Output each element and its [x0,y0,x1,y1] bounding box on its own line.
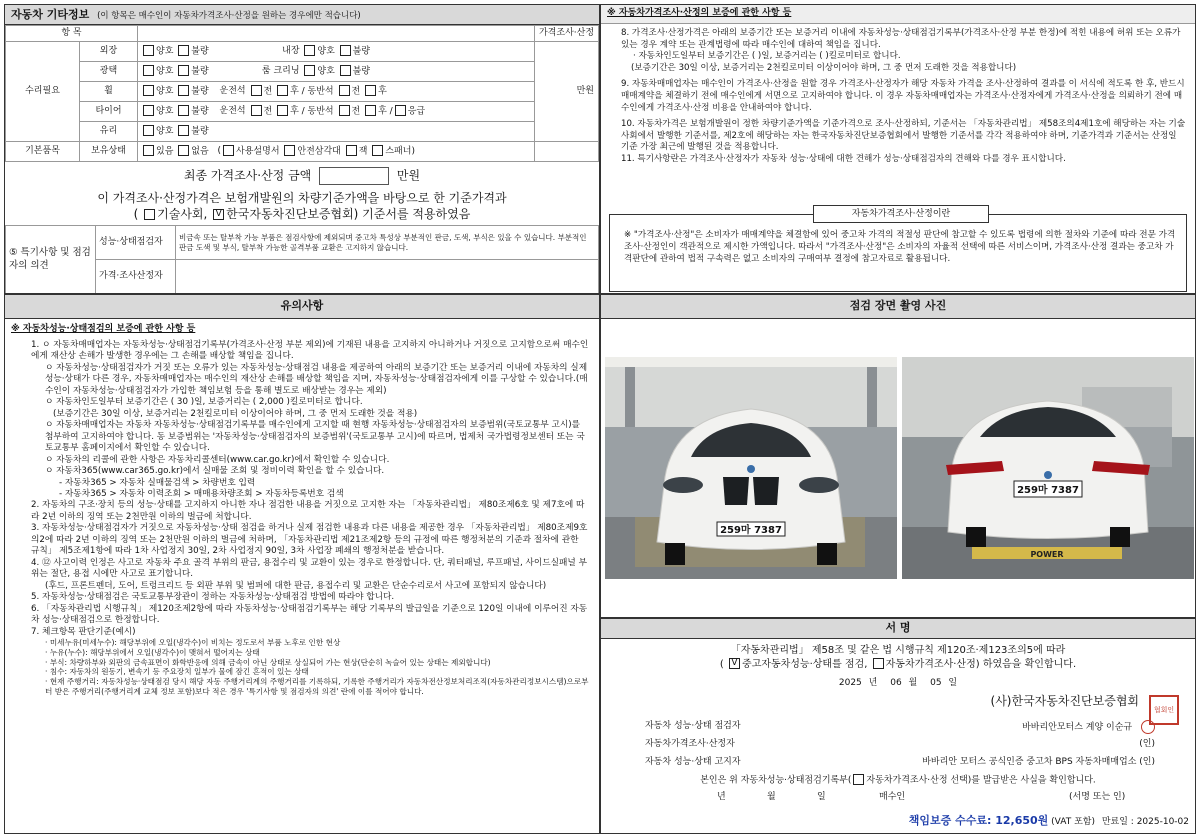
option-label: 후 [290,106,299,117]
checkbox[interactable] [340,65,351,76]
signer-row-3 [601,754,1195,772]
checkbox[interactable] [873,658,884,669]
notes-subtitle: ※ 자동차성능·상태점검의 보증에 관한 사항 등 [11,324,196,334]
note-7e: · 현재 주행거리: 자동차성능·상태점검 당시 해당 자동 주행거리계의 주행거리를 기록하되, 기록한 주행거리가 자동차전산정보처리조직(자동차관리정보시스템)으로부터 받은 주행거리(주행거리계 교체 정보 포함)보다 적은 경우 '특기사항 및 점검자의 의견' 란에 이를 적어야 합니다. [45,677,589,696]
option-label: 응급 [407,106,426,117]
option-label: 운전석 [219,86,246,97]
note-1e: ㅇ 자동차매매업자는 자동차 자동차성능·상태점검기록부를 매수인에게 고지할 때 현행 자동차성능·상태점검자의 보증범위(국토교통부 고시)를 첨부하여 고지하여야 합니다. 동 보증범위는 '자동차성능·상태점검자의 보증범위'(국토교통부 고시)에 따르며, 법제처 국가법령정보센터 또는 국토교통부 홈페이지에서 확인할 수 있습니다. [45,420,585,454]
vehicle-other-info-panel [4,4,600,294]
note-1f: ㅇ 자동차의 리콜에 관한 사항은 자동차리콜센터(www.car.go.kr)에서 확인할 수 있습니다. [45,454,390,465]
checkbox[interactable] [251,85,262,96]
checkbox[interactable] [251,105,262,116]
checkbox[interactable] [284,145,295,156]
repair-table [5,25,599,162]
note-7: 7. 체크항목 판단기준(예시) [31,626,136,637]
checkbox[interactable] [143,125,154,136]
option-label: 불량 [191,86,209,97]
basic-status-label: 보유상태 [80,142,138,162]
signer-name-2: (인) [1139,738,1155,749]
signer-row-1 [601,718,1195,736]
checkbox[interactable] [339,105,350,116]
confirm-text-b: 자동차가격조사·산정 선택)를 발급받은 사실을 확인합니다. [866,775,1096,786]
option-label: 후 [378,86,387,97]
notes-body [5,338,599,697]
option-label: 전 [263,86,273,97]
buyer-sign: (서명 또는 인) [1069,791,1126,802]
checkbox-checked[interactable]: V [213,209,224,220]
option-label: 잭 [358,146,368,157]
option-label: 양호 [317,66,335,77]
row-room-label: 룸 크리닝 [261,66,300,77]
final-amount-unit: 만원 [396,168,421,183]
option-label: 없음 [191,146,209,157]
signer-role-3: 자동차 성능·상태 고지자 [645,756,741,767]
row-interior-label: 내장 [282,46,300,57]
association-row [601,694,1195,712]
price-checker-note [176,260,599,294]
buyer-label: 매수인 [879,791,906,802]
option-label: 불량 [352,66,371,77]
final-amount-input[interactable] [319,167,389,185]
row-gloss-label: 광택 [80,62,138,82]
note-1i: - 자동차365 > 자동차 이력조회 > 매매용차량조회 > 자동차등록번호 검색 [59,488,344,499]
row-wheel-label: 휠 [80,82,138,102]
note-1d: (보증기간은 30일 이상, 보증거리는 2천킬로미터 이상이어야 하며, 그 중 먼저 도래한 것을 적용) [53,408,418,419]
note-4b: (후드, 프론트펜더, 도어, 트렁크리드 등 외판 부위 및 범퍼에 대한 판금, 용접수리 및 교환은 단순수리로서 사고에 포함되지 않습니다) [45,580,547,591]
item-11: 11. 특기사항란은 가격조사·산정자가 자동차 성능·상태에 대한 견해가 성능·상태점검자의 견해와 다를 경우 표시합니다. [621,154,1066,165]
car-front-photo [605,357,897,579]
checkbox[interactable] [853,774,864,785]
checkbox[interactable] [304,45,315,56]
perf-checker-label: 성능·상태점검자 [96,226,176,260]
checkbox[interactable] [365,85,376,96]
special-label: ⑤ 특기사항 및 점검자의 의견 [6,226,96,294]
checkbox[interactable] [365,105,376,116]
special-notes-table [5,225,599,294]
item-10: 10. 자동차가격은 보험개발원이 정한 차량기준가액을 기준가격으로 조사·산정하되, 기준서는 「자동차관리법」 제58조의4제1호에 해당하는 자는 기술사회에서 발행한 기준서를, 제2호에 해당하는 자는 한국자동차진단보증협회에서 발행한 기준서를 각각 적용하여야 하며, 기준가격과 기준서는 산정일 기준 가장 최근에 발행된 것을 적용합니다. [621,118,1186,153]
option-label: 전 [263,106,273,117]
sign-date [601,678,1195,690]
buyer-confirm [601,774,1195,787]
date-year: 2025 년 [838,678,878,688]
option-label: 양호 [156,86,174,97]
plate-rear: 259마 7387 [1017,485,1079,496]
basis-line-1: 이 가격조사·산정가격은 보험개발원의 차량기준가액을 바탕으로 한 기준가격과 [97,191,507,205]
law-text-2: ( V 중고자동차성능·상태를 점검, 자동차가격조사·산정) 하였음을 확인합니다. [719,658,1077,670]
checkbox[interactable] [143,85,154,96]
header-title: 자동차 기타정보 [11,8,90,21]
checkbox[interactable] [395,105,406,116]
perf-checker-note: 비금속 또는 탈부착 가능 부품은 점검사항에 제외되며 중고차 특성상 부분적인 판금, 도색, 부식은 있을 수 있습니다. 부분적인 판금 도색 및 부식, 탈부착 가능한 골격부품 교환은 고지하지 않습니다. [176,226,599,260]
price-guarantee-title: ※ 자동차가격조사·산정의 보증에 관한 사항 등 [601,5,1195,24]
checkbox[interactable] [178,45,189,56]
checkbox[interactable] [277,105,288,116]
row-glass-options [138,122,535,142]
note-7-details [31,638,589,696]
option-label: 불량 [191,106,209,117]
signature-panel [600,618,1196,834]
checkbox[interactable] [277,85,288,96]
item-8c: (보증기간은 30일 이상, 보증거리는 2천킬로미터 이상이어야 하며, 그 중 먼저 도래한 것을 적용합니다) [631,63,1017,74]
option-label: 불량 [191,66,209,77]
fee-amount: 책임보증 수수료: 12,650원 [908,814,1049,828]
note-6: 6. 「자동차관리법 시행규칙」 제120조제2항에 따라 자동차성능·상태점검기록부는 해당 기록부의 발급일을 기준으로 120일 이내에 이루어진 자동차 성능·상태점검으로 한정합니다. [31,603,588,626]
signer-row-2 [601,736,1195,754]
header-note: (이 항목은 매수인이 자동차가격조사·산정을 원하는 경우에만 적습니다) [97,11,361,21]
buyer-day: 일 [817,791,826,802]
price-col-header: 가격조사·산정 [535,26,599,42]
empty-cell [535,142,599,162]
item-8: 8. 가격조사·산정가격은 아래의 보증기간 또는 보증거리 이내에 자동차성능·상태점검기록부(가격조사·산정 부분 한정)에 적힌 내용에 허위 또는 오류가 있는 경우 계약 또는 관계법령에 따라 매수인에 대하여 책임을 집니다. [621,27,1181,50]
option-label: 양호 [156,46,174,57]
repair-label: 수리필요 [6,42,80,142]
final-amount-label: 최종 가격조사·산정 금액 [183,168,312,183]
row-exterior-options [138,42,535,62]
option-label: 스패너 [385,146,412,157]
checkbox[interactable] [144,209,155,220]
law-text [601,644,1195,672]
buyer-date-row [601,792,1195,804]
fee-row [909,814,1189,829]
vehicle-other-info-header [5,5,599,25]
checkbox[interactable] [178,105,189,116]
checkbox[interactable] [339,85,350,96]
option-label: 불량 [191,46,209,57]
option-label: 안전삼각대 [297,146,341,157]
checkbox[interactable] [372,145,383,156]
row-glass-label: 유리 [80,122,138,142]
checkbox[interactable] [178,125,189,136]
note-2: 2. 자동차의 구조·장치 등의 성능·상태를 고지하지 아니한 자나 점검한 내용을 거짓으로 고지한 자는 「자동차관리법」 제80조제6호 및 제7호에 따라 2년 이하의 징역 또는 2천만원 이하의 벌금에 처합니다. [31,500,585,522]
basic-label: 기본품목 [6,142,80,162]
buyer-year: 년 [717,791,726,802]
note-1h: - 자동차365 > 자동차 실매물검색 > 차량번호 입력 [59,477,256,488]
photo-header: 점검 장면 촬영 사진 [601,295,1195,319]
checkbox[interactable] [346,145,357,156]
lift-brand: POWER [1030,550,1064,559]
stamp-text: 협회인 [1153,706,1175,714]
notes-header: 유의사항 [5,295,599,319]
option-label: 양호 [156,106,174,117]
option-label: 양호 [317,46,335,57]
checkbox[interactable] [178,65,189,76]
option-label: 양호 [156,66,174,77]
signer-name-3: 바바리안 모터스 공식인증 중고차 BPS 자동차매매업소 (인) [922,756,1155,767]
notes-panel [4,294,600,834]
definition-box-title: 자동차가격조사·산정이란 [813,205,989,223]
option-label: 양호 [156,126,174,137]
price-unit: 만원 [535,42,599,142]
basis-line-2: ( 기술사회, V 한국자동차진단보증협회) 기준서를 적용하였음 [133,207,471,222]
note-1c: ㅇ 자동차인도일부터 보증기간은 ( 30 )일, 보증거리는 ( 2,000 )킬로미터로 합니다. [45,397,363,408]
option-label: 후 [378,106,387,117]
option-label: 전 [351,106,361,117]
checkbox[interactable] [178,85,189,96]
photo-panel [600,294,1196,618]
checkbox[interactable] [178,145,189,156]
note-1g: ㅇ 자동차365(www.car365.go.kr)에서 실매물 조회 및 정비이력 확인을 할 수 있습니다. [45,466,385,477]
checkbox[interactable] [143,65,154,76]
items-col-header-2 [138,26,535,42]
law-text-1: 「자동차관리법」 제58조 및 같은 법 시행규칙 제120조·제123조의5에 따라 [730,645,1066,656]
final-amount-row [5,167,599,185]
option-label: 있음 [156,146,174,157]
price-checker-label: 가격·조사산정자 [96,260,176,294]
association-stamp [1149,695,1179,725]
signer-role-2: 자동차가격조사·산정자 [645,738,735,749]
price-guarantee-panel [600,4,1196,294]
definition-text: ※ "가격조사·산정"은 소비자가 매매계약을 체결함에 있어 중고차 가격의 적절성 판단에 참고할 수 있도록 법령에 의한 절차와 기준에 따라 전문 가격조사·산정인이 객관적으로 제시한 가액입니다. 따라서 "가격조사·산정"은 소비자의 자율적 선택에 따른 서비스이며, 가격조사·산정 결과는 중고차 가격판단에 관하여 법적 구속력은 없고 소비자의 구매여부 결정에 참고자료로 활용됩니다. [624,230,1176,265]
price-guarantee-body [601,24,1195,166]
basic-options: 있음 없음 ( 사용설명서 안전삼각대 잭 스패너) [138,142,535,162]
note-1: 1. ㅇ 자동차매매업자는 자동차성능·상태점검기록부(가격조사·산정 부분 제외)에 기재된 내용을 고지하지 아니하거나 거짓으로 고지함으로써 매수인에게 재산상 손해가 발생한 경우에는 그 손해를 배상할 책임을 집니다. [31,339,589,362]
note-5: 5. 자동차성능·상태점검은 국토교통부장관이 정하는 자동차성능·상태점검 방법에 따라야 합니다. [31,592,395,603]
checkbox[interactable] [143,145,154,156]
buyer-month: 월 [767,791,776,802]
item-9: 9. 자동차매매업자는 매수인이 가격조사·산정을 원할 경우 가격조사·산정자가 해당 자동차 가격을 조사·산정하여 결과를 이 서식에 적도록 한 후, 반드시 매매계약을 체결하기 전에 매수인에게 서면으로 고지하여야 합니다. 이 경우 자동차매매업자는 가격조사·산정자에게 가격조사·산정을 의뢰하기 전에 매수인에게 가격조사·산정 비용을 안내하여야 합니다. [621,79,1185,113]
note-7c: · 부식: 차량하부와 외판의 금속표면이 화학반응에 의해 금속이 아닌 상태로 상실되어 가는 현상(단순히 녹슬어 있는 상태는 제외합니다) [45,657,491,667]
date-month: 06 월 [890,678,918,688]
row-tire-label: 타이어 [80,102,138,122]
note-1b: ㅇ 자동차성능·상태점검자가 거짓 또는 오류가 있는 자동차성능·상태점검 내용을 제공하여 아래의 보증기간 또는 보증거리 이내에 자동차의 실제 성능·상태가 다른 경우, 자동차매매업자는 매수인의 재산상 손해를 배상할 책임을 지며, 자동차성능·상태점검자에게 이를 구상할 수 있습니다.(매수인이 자동차성능·상태점검자가 가입한 책임보험 등을 통해 별도로 배상받는 경우는 제외) [45,362,588,396]
option-label: / 동반석 [301,86,334,97]
note-3: 3. 자동차성능·상태점검자가 거짓으로 자동차성능·상태 점검을 하거나 실제 점검한 내용과 다른 내용을 제공한 경우 「자동차관리법」 제80조제9호의2에 따라 2년 이하의 징역 또는 2천만원 이하의 벌금에 처하며, 「자동차관리법 제21조제2항 등의 규정에 따른 행정처분의 기준과 절차에 관한 규칙」 제5조제1항에 따라 1차 사업정지 30일, 2차 사업정지 90일, 3차 사업장 폐쇄의 행정처분을 받습니다. [31,523,588,557]
car-rear-photo [902,357,1194,579]
checkbox[interactable] [143,45,154,56]
fee-vat: (VAT 포함) [1051,817,1095,828]
items-col-header: 항 목 [6,26,138,42]
signer-name-1: 바바리안모터스 계양 이순규 [1022,720,1155,734]
option-label: 사용설명서 [236,146,280,157]
item-8b: · 자동차인도일부터 보증기간은 ( )일, 보증거리는 ( )킬로미터로 합니다. [633,51,901,62]
row-exterior-label: 외장 [80,42,138,62]
expiry-date: 만료일 : 2025-10-02 [1101,817,1189,828]
date-day: 05 일 [930,678,958,688]
row-tire-options: 양호 불량 운전석 전 후 / 동반석 전 후 / 응급 [138,102,535,122]
confirm-text-a: 본인은 위 자동차성능·상태점검기록부( [700,775,852,786]
checkbox[interactable] [223,145,234,156]
plate-front: 259마 7387 [720,525,782,536]
checkbox-checked[interactable]: V [729,658,740,669]
signature-header: 서 명 [601,619,1195,639]
option-label: 후 [290,86,299,97]
checkbox[interactable] [304,65,315,76]
row-gloss-options [138,62,535,82]
definition-box [609,214,1187,292]
checkbox[interactable] [340,45,351,56]
association-name: (사)한국자동차진단보증협회 [990,693,1139,708]
checkbox[interactable] [143,105,154,116]
note-4: 4. ⑫ 사고이력 인정은 사고로 자동차 주요 골격 부위의 판금, 용접수리 및 교환이 있는 경우로 한정합니다. 단, 쿼터패널, 루프패널, 사이드실패널 부위는 절단, 용접 시에만 사고로 표기합니다. [31,557,587,580]
signer-role-1: 자동차 성능·상태 점검자 [645,720,741,731]
option-label: 불량 [352,46,371,57]
option-label: 운전석 [219,106,246,117]
note-7a: · 미세누유(미세누수): 해당부위에 오일(냉각수)이 비치는 정도로서 부품 노후로 인한 현상 [45,638,341,648]
option-label: / 동반석 [301,106,334,117]
note-7b: · 누유(누수): 해당부위에서 오일(냉각수)이 맺혀서 떨어지는 상태 [45,648,260,657]
row-wheel-options [138,82,535,102]
note-7d: · 침수: 자동차의 원동기, 변속기 등 주요장치 일부가 물에 잠긴 흔적이 있는 상태 [45,667,309,677]
option-label: 불량 [191,126,209,137]
basis-text [5,190,599,222]
option-label: 전 [351,86,361,97]
